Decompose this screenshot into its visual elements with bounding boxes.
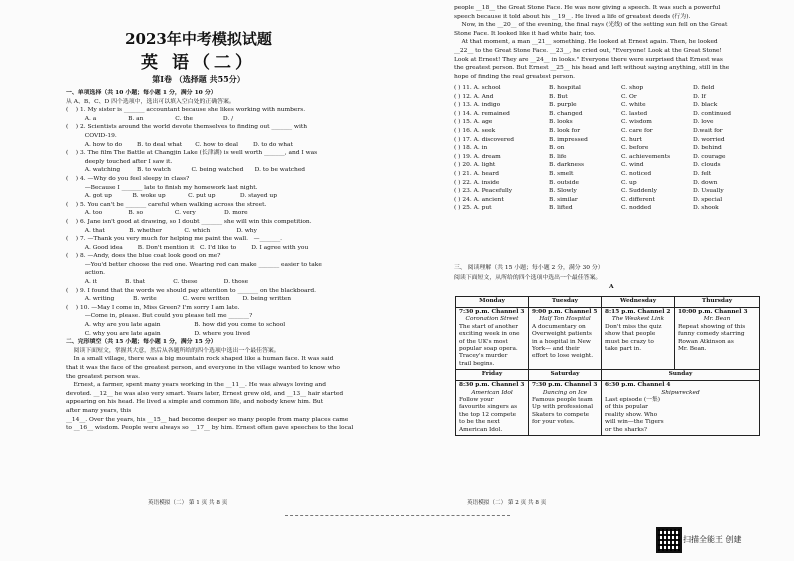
right-passage-lines	[454, 4, 774, 81]
program-desc: The start of another	[459, 323, 518, 330]
option-cell: ( ) 17. A. discovered	[454, 136, 514, 143]
text-line: Look at Ernest! They are __24__ in looks." Everyone there were surprised that Ernest was	[454, 56, 723, 63]
day-header: Thursday	[675, 297, 760, 308]
text-line: Stone Face. It looked like it had white hair, too.	[454, 30, 596, 37]
program-desc: reality show. Who	[605, 411, 658, 418]
option-cell: B. outside	[549, 179, 579, 186]
option-cell: B. hospital	[549, 85, 581, 91]
option-row	[454, 101, 774, 110]
option-row	[454, 127, 774, 136]
program-title: Dancing on Ice	[542, 389, 588, 396]
text-line: the greatest person was.	[66, 373, 140, 380]
text-line: ( ) 5. You can't be _______ careful when walking across the street.	[66, 201, 267, 208]
text-line: A. watching B. to watch C. being watched D. to be watched	[66, 167, 306, 174]
day-header: Saturday	[529, 370, 602, 381]
option-cell: B. on	[549, 145, 565, 152]
program-desc: Mr. Bean.	[678, 346, 707, 353]
program-desc: the top 12 compete	[459, 411, 517, 418]
program-title: Coronation Street	[465, 316, 519, 323]
text-line: 从 A、B、C、D 四个选项中，选出可以填入空白处的正确答案。	[66, 98, 235, 105]
option-row	[454, 204, 774, 213]
scanner-watermark: 扫描全能王 创建	[683, 535, 742, 544]
program-desc: funny comedy starring	[678, 331, 745, 338]
option-row	[454, 196, 774, 205]
option-row	[454, 110, 774, 119]
option-cell: D. felt	[693, 170, 712, 177]
option-cell: ( ) 14. A. remained	[454, 110, 510, 117]
program-title: Shipwrecked	[661, 389, 700, 396]
option-cell: B. look for	[549, 127, 581, 134]
option-row	[454, 161, 774, 170]
option-cell: B. smelt	[549, 170, 574, 177]
program-desc: for your votes.	[532, 419, 575, 426]
text-line: ( ) 7. —Thank you very much for helping me paint the wall. —_______.	[66, 236, 283, 243]
option-cell: C. up	[621, 179, 637, 186]
text-line: deeply touched after I saw it.	[66, 158, 173, 165]
reading-heading: 三、 阅读理解（共 15 小题；每小题 2 分，满分 30 分）	[454, 265, 604, 271]
option-cell: B. Slowly	[549, 188, 577, 195]
program-cell	[602, 308, 675, 370]
program-desc: will win—the Tigers	[605, 419, 664, 426]
option-cell: D. down	[693, 179, 718, 186]
text-line: A. that B. whether C. which D. why	[66, 227, 257, 234]
text-line: ( ) 1. My sister is _______ accountant because she likes working with numbers.	[66, 107, 306, 114]
text-line: hope of finding the real greatest person.	[454, 73, 575, 80]
option-cell: ( ) 11. A. school	[454, 85, 501, 91]
program-title: Mr. Bean	[703, 316, 731, 323]
day-header: Tuesday	[529, 297, 602, 308]
program-desc: Skaters to compete	[532, 411, 590, 418]
text-line: to __16__ wisdom. People were always so __17__ by him. Ernest often gave speeches to the local	[66, 425, 354, 432]
program-title: American Idol	[471, 389, 513, 396]
option-cell: C. white	[621, 102, 646, 109]
option-cell: C. lasted	[621, 110, 648, 117]
option-cell: ( ) 20. A. light	[454, 162, 496, 169]
text-line: Ernest, a farmer, spent many years working in the __11__. He was always loving and	[66, 382, 327, 389]
option-cell: D. black	[693, 102, 718, 109]
option-cell: D. continued	[693, 110, 731, 117]
program-desc: Follow your	[459, 397, 494, 404]
program-desc: American Idol.	[459, 426, 503, 433]
option-cell: D. If	[693, 93, 706, 100]
program-time: 6:30 p.m. Channel 4	[605, 382, 671, 389]
text-line: —Come in, please. But could you please tell me _______?	[66, 313, 253, 320]
option-cell: ( ) 23. A. Peacefully	[454, 188, 513, 195]
program-desc: effort to lose weight.	[532, 353, 594, 360]
option-cell: ( ) 12. A. And	[454, 93, 494, 100]
program-desc: Famous people team	[532, 397, 593, 404]
cloze-options	[454, 84, 774, 213]
day-header: Monday	[456, 297, 529, 308]
option-cell: D. shook	[693, 205, 719, 212]
day-header: Wednesday	[602, 297, 675, 308]
option-row	[454, 187, 774, 196]
option-cell: ( ) 24. A. ancient	[454, 196, 504, 203]
right-footer: 英语模拟（二） 第 2 页 共 8 页	[467, 500, 547, 506]
program-time: 9:00 p.m. Channel 5	[532, 309, 598, 315]
program-desc: Don't miss the quiz	[605, 323, 662, 330]
option-cell: B. looks	[549, 119, 573, 126]
option-cell: C. care for	[621, 127, 653, 134]
program-desc: in a hospital in New	[532, 338, 591, 345]
text-line: __22__ to the Great Stone Face. __23__, he cried out, "Everyone! Look at the Great Stone!	[454, 47, 722, 54]
text-line: ( ) 6. Jane isn't good at drawing, so I doubt _______ she will win this competition.	[66, 218, 312, 225]
option-cell: ( ) 16. A. seek	[454, 127, 496, 134]
text-line: —Because I _______ late to finish my homework last night.	[66, 184, 258, 191]
text-line: A. Good idea B. Don't mention it C. I'd like to D. I agree with you	[66, 244, 309, 251]
option-row	[454, 144, 774, 153]
option-cell: D. worried	[693, 136, 725, 143]
passage-letter: A	[609, 283, 614, 290]
option-row	[454, 179, 774, 188]
exam-subject: 英 语（二）	[141, 53, 256, 73]
option-cell: D. love	[693, 119, 714, 126]
program-desc: Repeat showing of this	[678, 323, 746, 330]
text-line: after many years, this	[66, 407, 132, 414]
day-header: Sunday	[602, 370, 760, 381]
option-cell: ( ) 22. A. inside	[454, 179, 500, 186]
option-cell: ( ) 15. A. age	[454, 119, 493, 126]
option-cell: C. noticed	[621, 170, 652, 177]
option-cell: C. wisdom	[621, 119, 652, 126]
option-cell: C. shop	[621, 85, 644, 91]
program-title: The Weakest Link	[611, 316, 665, 323]
program-time: 8:30 p.m. Channel 3	[459, 382, 525, 389]
text-line: 阅读下面短文，掌握其大意，然后从各题所给的四个选项中选出一个最佳答案。	[66, 347, 280, 354]
option-row	[454, 136, 774, 145]
option-cell: C. different	[621, 196, 655, 203]
text-line: At that moment, a man __21__ something. He looked at Ernest again. Then, he looked	[454, 39, 718, 46]
text-line: A. writing B. write C. were written D. being written	[66, 296, 292, 303]
reading-intro: 阅读下面短文，从所给的四个选项中选出一个最佳答案。	[454, 275, 602, 281]
left-footer: 英语模拟（二） 第 1 页 共 8 页	[148, 500, 228, 506]
option-cell: D. behind	[693, 145, 722, 152]
option-cell: ( ) 19. A. dream	[454, 153, 501, 160]
program-time: 7:30 p.m. Channel 3	[459, 309, 525, 315]
option-cell: C. before	[621, 145, 649, 152]
text-line: A. why are you late again B. how did you come to school	[66, 322, 286, 329]
program-cell	[456, 308, 529, 370]
option-cell: B. similar	[549, 196, 578, 203]
text-line: the greatest person. But Ernest __25__ his head and left without saying anything, still in the	[454, 65, 730, 72]
text-line: Now, in the __20__ of the evening, the final rays (光线) of the setting sun fell on the Great	[454, 22, 728, 29]
text-line: In a small village, there was a big mountain rock shaped like a human face. It was said	[66, 356, 334, 363]
program-desc: popular soap opera.	[459, 346, 518, 353]
option-row	[454, 84, 774, 93]
text-line: action.	[66, 270, 105, 277]
text-line: —You'd better choose the red one. Wearing red can make _______ easier to take	[66, 261, 322, 268]
option-cell: B. impressed	[549, 136, 588, 143]
option-row	[454, 170, 774, 179]
text-line: appearing on his head. He lived a simple and common life, and nobody knew him. But	[66, 399, 324, 406]
text-line: __14__. Over the years, his __15__ had become deeper so many people from many places came	[66, 416, 349, 423]
program-time: 7:30 p.m. Channel 3	[532, 382, 598, 389]
program-desc: of this popular	[605, 404, 648, 411]
right-page	[397, 0, 794, 561]
page-divider-line	[285, 515, 510, 516]
text-line: ( ) 8. —Andy, does the blue coat look good on me?	[66, 253, 221, 260]
option-cell: D. courage	[693, 153, 726, 160]
text-line: people __18__ the Great Stone Face. He was now giving a speech. It was such a powerful	[454, 5, 721, 11]
program-cell	[529, 308, 602, 370]
text-line: C. why you are late again D. where you lived	[66, 330, 250, 337]
program-cell	[529, 381, 602, 436]
program-desc: Overweight patients	[532, 331, 592, 338]
option-cell: D.wait for	[693, 127, 723, 134]
text-line: that it was the face of the greatest person, and everyone in the village wanted to know who	[66, 365, 340, 371]
option-row	[454, 118, 774, 127]
text-line: ( ) 4. —Why do you feel sleepy in class?	[66, 175, 190, 182]
exam-title: 2023年中考模拟试题	[125, 30, 272, 48]
program-desc: to be the next	[459, 419, 500, 426]
text-line: 二、完形填空（共 15 小题；每小题 1 分，满分 15 分）	[66, 338, 217, 346]
program-desc: exciting week in one	[459, 331, 520, 338]
text-line: ( ) 9. I found that the words we should pay attention to _______ on the blackboard.	[66, 287, 317, 294]
program-cell	[602, 381, 760, 436]
option-cell: B. changed	[549, 110, 583, 117]
program-desc: favourite singers as	[459, 404, 518, 411]
text-line: COVID-19.	[66, 132, 117, 139]
option-cell: ( ) 13. A. indigo	[454, 102, 501, 109]
option-cell: C. wind	[621, 162, 644, 169]
text-line: devoted. __12__ he was also very smart. Years later, Ernest grew old, and __13__ hair started	[66, 390, 344, 397]
program-desc: show that people	[605, 331, 656, 338]
program-desc: of the UK's most	[459, 338, 508, 345]
text-line: ( ) 10. —May I come in, Miss Green? I'm sorry I am late.	[66, 304, 240, 311]
program-desc: trail begins.	[459, 360, 495, 367]
program-desc: or the sharks?	[605, 426, 647, 433]
tv-schedule-table	[455, 296, 760, 436]
program-desc: A documentary on	[532, 323, 586, 330]
option-cell: C. nodded	[621, 205, 652, 212]
option-cell: D. clouds	[693, 162, 721, 169]
program-desc: Up with professional	[532, 404, 594, 411]
option-cell: D. special	[693, 196, 723, 203]
program-desc: take part in.	[605, 346, 642, 353]
text-line: A. too B. so C. very D. more	[66, 210, 248, 217]
program-title: Half Ton Hospital	[539, 316, 591, 323]
option-cell: D. Usually	[693, 188, 724, 195]
program-desc: must be crazy to	[605, 338, 654, 345]
option-cell: B. lifted	[549, 205, 573, 212]
program-cell	[456, 381, 529, 436]
day-header: Friday	[456, 370, 529, 381]
text-line: ( ) 3. The film The Battle at Changjin Lake (长津湖) is well worth _______, and I was	[66, 150, 318, 157]
option-row	[454, 153, 774, 162]
option-cell: C. Suddenly	[621, 188, 657, 195]
text-line: A. got up B. woke up C. put up D. stayed up	[66, 193, 278, 200]
option-row	[454, 93, 774, 102]
option-cell: B. life	[549, 153, 567, 160]
program-desc: York— and their	[532, 346, 580, 353]
option-cell: B. But	[549, 93, 568, 100]
option-cell: D. field	[693, 85, 715, 91]
program-desc: Rowan Atkinson as	[678, 338, 734, 345]
text-line: ( ) 2. Scientists around the world devote themselves to finding out _______ with	[66, 124, 307, 131]
option-cell: B. purple	[549, 102, 577, 109]
program-time: 8:15 p.m. Channel 2	[605, 309, 671, 315]
part-heading: 第Ⅰ卷 （选择题 共55分）	[152, 74, 245, 84]
text-line: 一、单项选择（共 10 小题；每小题 1 分，满分 10 分）	[66, 89, 217, 96]
program-cell	[675, 308, 760, 370]
text-line: A. a B. an C. the D. /	[66, 115, 234, 122]
text-line: A. how to do B. to deal what C. how to deal D. to do what	[66, 141, 293, 148]
program-time: 10:00 p.m. Channel 3	[678, 309, 748, 315]
program-desc: Last episode (一集)	[605, 397, 661, 404]
program-desc: Tracey's murder	[459, 353, 508, 360]
option-cell: ( ) 25. A. put	[454, 205, 492, 212]
left-question-lines	[66, 89, 386, 433]
text-line: A. it B. that C. these D. those	[66, 279, 249, 286]
option-cell: ( ) 18. A. in	[454, 145, 488, 152]
option-cell: C. Or	[621, 93, 637, 100]
option-cell: C. hurt	[621, 136, 642, 143]
option-cell: C. achievements	[621, 153, 671, 160]
option-cell: ( ) 21. A. heard	[454, 170, 499, 177]
qr-code-icon	[656, 527, 682, 553]
option-cell: B. darkness	[549, 162, 585, 169]
text-line: speech because it told about his __19__. He lived a life of greatest deeds (行为).	[454, 13, 691, 20]
